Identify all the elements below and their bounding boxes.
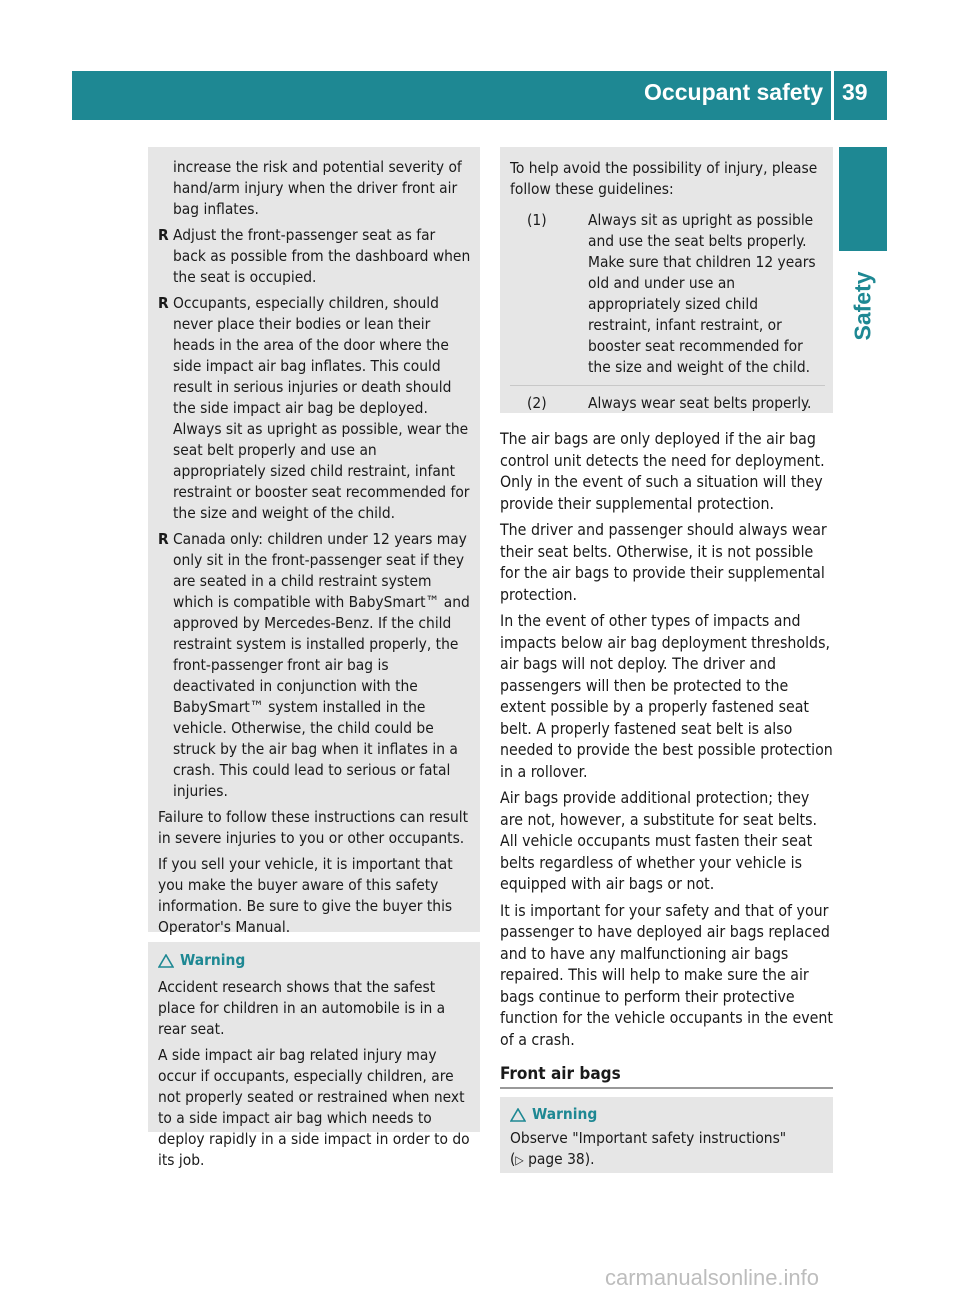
bullet-text: Adjust the front-passenger seat as far back as possible from the dashboard when the seat is occupied.: [173, 226, 471, 286]
subheading-rule: [500, 1087, 833, 1089]
bullet-marker-icon: R: [158, 530, 169, 548]
warning-icon: [158, 954, 174, 968]
left-paragraph: If you sell your vehicle, it is important that you make the buyer aware of this safety information. Be sure to give the buyer this Operator's Manual.: [158, 855, 453, 936]
item-number: (2): [527, 394, 547, 412]
warning-heading: [158, 950, 472, 971]
item-text: Always sit as upright as possible and use the seat belts properly. Make sure that children 12 years old and under use an appropriately sized child restraint, infant restraint, or booster seat recommended for the size and weight of the child.: [588, 211, 816, 376]
warning-icon: [510, 1108, 526, 1122]
page-number: 39: [842, 79, 868, 105]
item-divider: [510, 385, 825, 386]
left-safety-box: [148, 147, 480, 936]
warning-line: Observe "Important safety instructions": [510, 1129, 787, 1147]
warning-label: Warning: [180, 951, 246, 969]
bullet-marker-icon: R: [158, 226, 169, 244]
arrow-right-icon: ▷: [515, 1153, 524, 1167]
side-tab-label-container: [839, 262, 887, 350]
item-text: Always wear seat belts properly.: [588, 394, 812, 412]
warning-heading: [510, 1104, 825, 1125]
right-guidelines-box: [500, 147, 833, 413]
watermark: carmanualsonline.info: [605, 1265, 820, 1290]
warning-label: Warning: [532, 1105, 598, 1123]
section-title: Occupant safety: [644, 79, 823, 105]
body-paragraph: It is important for your safety and that of your passenger to have deployed air bags replaced and to have any malfunctioning air bags repaired. This will help to make sure the air bags continue to perform their protective function for the vehicle occupants in the event of a crash.: [500, 900, 833, 1049]
warning-paragraph: Accident research shows that the safest place for children in an automobile is in a rear seat.: [158, 978, 446, 1038]
list-item: [510, 393, 825, 414]
ref-page-text: page 38).: [523, 1150, 595, 1168]
page-reference[interactable]: [510, 1149, 825, 1171]
list-item: [158, 225, 472, 288]
item-number: (1): [527, 211, 547, 229]
left-intro: increase the risk and potential severity of hand/arm injury when the driver front air bag inflates.: [173, 158, 462, 218]
bullet-marker-icon: R: [158, 294, 169, 312]
right-warning-box: [500, 1097, 833, 1173]
subheading-front-air-bags: Front air bags: [500, 1064, 621, 1084]
body-paragraph: In the event of other types of impacts and impacts below air bag deployment thresholds, air bags will not deploy. The driver and passengers will then be protected to the extent possible by a properly fastened seat belt. A properly fastened seat belt is also needed to provide the best possible protection in a rollover.: [500, 611, 833, 781]
body-paragraph: The air bags are only deployed if the air bag control unit detects the need for deployment. Only in the event of such a situation will they provide their supplemental protection.: [500, 429, 825, 513]
body-text: [500, 428, 835, 1055]
left-paragraph: Failure to follow these instructions can result in severe injuries to you or other occupants.: [158, 808, 469, 847]
side-tab-label: Safety: [849, 271, 876, 341]
warning-paragraph: A side impact air bag related injury may occur if occupants, especially children, are not properly seated or restrained when next to a side impact air bag which needs to deploy rapidly in a side impact in order to do its job.: [158, 1046, 470, 1169]
list-item: [158, 529, 472, 802]
list-item: [510, 210, 825, 378]
guidelines-intro: To help avoid the possibility of injury, please follow these guidelines:: [510, 159, 818, 198]
list-item: [158, 293, 472, 524]
left-warning-box: [148, 942, 480, 1169]
bullet-text: Occupants, especially children, should never place their bodies or lean their heads in the area of the door where the side impact air bag inflates. This could result in serious injuries or death should the side impact air bag be deployed. Always sit as upright as possible, wear the seat belt properly and use an appropriately sized child restraint, infant restraint or booster seat recommended for the size and weight of the child.: [173, 294, 470, 522]
bullet-text: Canada only: children under 12 years may only sit in the front-passenger seat if they are seated in a child restraint system which is compatible with BabySmart™ and approved by Mercedes-Benz. If the child restraint system is installed properly, the front-passenger front air bag is deactivated in conjunction with the BabySmart™ system installed in the vehicle. Otherwise, the child could be struck by the air bag when it inflates in a crash. This could lead to serious or fatal injuries.: [173, 530, 470, 800]
body-paragraph: Air bags provide additional protection; they are not, however, a substitute for seat belts. All vehicle occupants must fasten their seat belts regardless of whether your vehicle is equipped with air bags or not.: [500, 788, 818, 893]
ref-open-paren: (: [510, 1150, 516, 1168]
header-divider: [831, 71, 834, 120]
side-tab-block: [839, 147, 887, 251]
body-paragraph: The driver and passenger should always wear their seat belts. Otherwise, it is not possible for the air bags to provide their supplemental protection.: [500, 520, 827, 604]
